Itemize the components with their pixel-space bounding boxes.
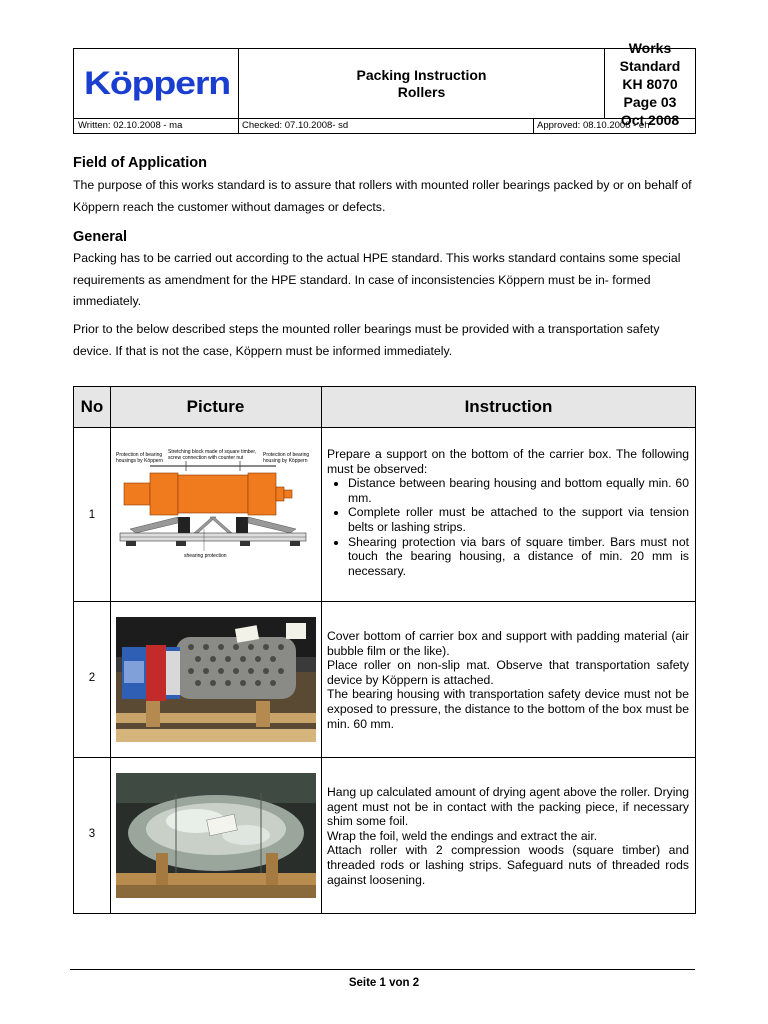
support-block-left xyxy=(178,517,190,533)
row-3-line-1: Hang up calculated amount of drying agent above the roller. Drying agent must not be in contact with the packing piece, if necessary shim some foil. xyxy=(327,785,689,829)
checked-info: Checked: 07.10.2008- sd xyxy=(242,120,349,131)
general-text-2: Prior to the below described steps the mounted roller bearings must be provided with a transportation safety device. If that is not the case, Köppern must be informed immediately. xyxy=(73,322,660,358)
list-item: • Shearing protection via bars of square timber. Bars must not touch the bearing housing, a distance of min. 20 mm is necessary. xyxy=(348,535,689,579)
document-header xyxy=(73,39,696,134)
left-shaft-end xyxy=(124,483,150,505)
row-2-line-1: Cover bottom of carrier box and support with padding material (air bubble film or the like). xyxy=(327,629,689,658)
shearing-bar-right xyxy=(248,517,296,533)
row-2-photo xyxy=(116,617,316,742)
diagram-label-bottom: shearing protection xyxy=(184,553,227,559)
logo-text: Köppern xyxy=(84,66,230,101)
document-title xyxy=(238,49,604,118)
row-2-line-3: The bearing housing with transportation safety device must not be exposed to pressure, the distance to the bottom of the box must be min. 60 mm. xyxy=(327,687,689,731)
row-3-photo xyxy=(116,773,316,898)
koeppern-logo xyxy=(82,66,232,102)
field-of-application-text: The purpose of this works standard is to assure that rollers with mounted roller bearings packed by or on behalf of Köppern reach the customer without damages or defects. xyxy=(73,178,692,214)
list-item: • Complete roller must be attached to the support via tension belts or lashing strips. xyxy=(348,505,689,534)
left-bearing-housing xyxy=(150,473,178,515)
logo-cell xyxy=(74,49,238,118)
row-2-line-2: Place roller on non-slip mat. Observe that transportation safety device by Köppern is attached. xyxy=(327,658,689,687)
field-of-application-heading: Field of Application xyxy=(73,155,207,171)
standard-line-1: Works Standard xyxy=(619,39,681,74)
right-bearing-housing xyxy=(248,473,276,515)
header-instruction: Instruction xyxy=(464,397,553,416)
row-2-number: 2 xyxy=(88,672,96,684)
row-1-instruction xyxy=(327,447,689,578)
title-line-2: Rollers xyxy=(397,83,446,100)
approval-row xyxy=(74,118,695,133)
row-2-instruction xyxy=(327,629,689,731)
diagram-label-middle: Stretching block made of square timber, screw connection with counter nut xyxy=(168,449,257,461)
wrapped-roller-photo xyxy=(116,773,316,898)
page-number: Seite 1 von 2 xyxy=(348,977,420,989)
support-block-right xyxy=(236,517,248,533)
row-1-diagram xyxy=(116,443,316,563)
row-1-bullet-list xyxy=(327,476,689,578)
row-1-number: 1 xyxy=(88,509,96,521)
standard-line-2: KH 8070 Page 03 xyxy=(622,75,678,110)
general-text-1: Packing has to be carried out according to the actual HPE standard. This works standard contains some special requirements as amendment for the HPE standard. In case of inconsistencies Köppern must be in- formed immediately. xyxy=(73,251,681,308)
roller-support-diagram xyxy=(116,443,316,563)
shearing-bar-left xyxy=(130,517,178,533)
packing-steps-table xyxy=(73,386,696,914)
roller-body xyxy=(178,475,248,513)
roller-on-mat-photo xyxy=(116,617,316,742)
row-3-line-3: Attach roller with 2 compression woods (square timber) and threaded rods or lashing strips. Safeguard nuts of threaded rods against loosening. xyxy=(327,843,689,887)
works-standard-block xyxy=(604,39,695,128)
header-no: No xyxy=(80,397,104,416)
safety-device xyxy=(146,645,166,701)
general-heading: General xyxy=(73,229,127,245)
approved-info: Approved: 08.10.2008 - eh xyxy=(537,120,650,131)
title-line-1: Packing Instruction xyxy=(356,66,487,83)
list-item: • Distance between bearing housing and bottom equally min. 60 mm. xyxy=(348,476,689,505)
row-3-line-2: Wrap the foil, weld the endings and extract the air. xyxy=(327,828,598,843)
standard-line-3: Oct 2008 xyxy=(620,111,680,128)
row-3-number: 3 xyxy=(88,828,96,840)
right-shaft-end xyxy=(276,487,284,501)
diagram-label-left: Protection of bearing housings by Köppern xyxy=(116,452,163,464)
footer-rule xyxy=(70,969,695,970)
diagram-label-right: Protection of bearing housing by Köppern xyxy=(263,452,310,464)
row-1-intro: Prepare a support on the bottom of the carrier box. The following must be observed: xyxy=(327,447,689,476)
header-picture: Picture xyxy=(186,397,245,416)
written-info: Written: 02.10.2008 - ma xyxy=(78,120,183,131)
row-3-instruction xyxy=(327,785,689,887)
